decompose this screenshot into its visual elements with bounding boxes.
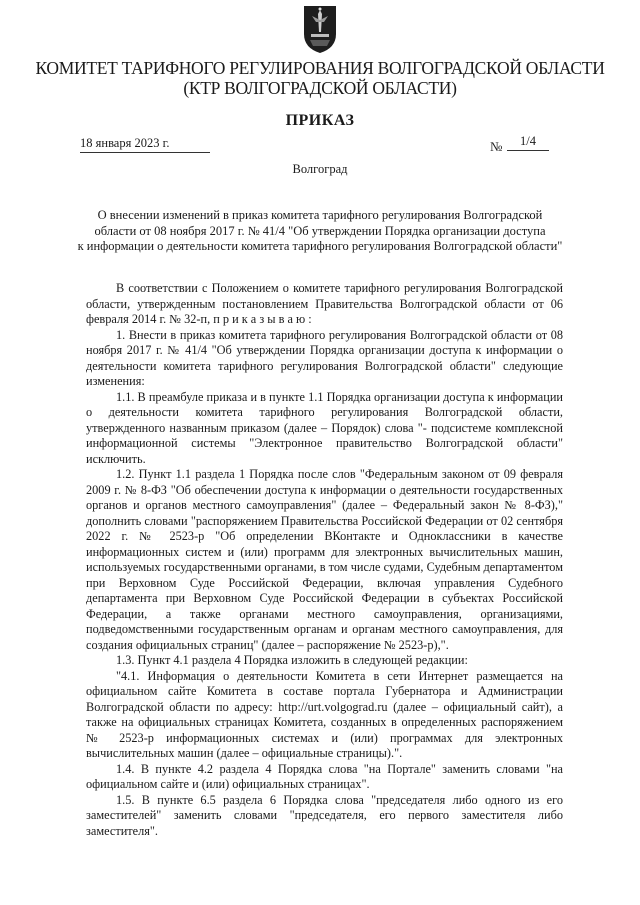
document-type-title: ПРИКАЗ — [285, 112, 355, 129]
clause-1-2: 1.2. Пункт 1.1 раздела 1 Порядка после слов "Федеральным законом от 09 февраля 2009 г. № 8-ФЗ "Об обеспечении доступа к информации о деятельности государственных органов и органов местного самоуправления" (далее – Федеральный закон № 8-ФЗ)," дополнить словами "распоряжением Правительства Российской Федерации от 02 сентября 2022 г. № 2523-р "Об определении ВКонтакте и Одноклассники в качестве информационных систем и (или) программ для электронных вычислительных машин, используемых государственными органами, в том числе судами, Судебным департаментом при Верховном Суде Российской Федерации, включая управления Судебного департамента при Верховном Суде Российской Федерации в субъектах Российской Федерации, а также органами местного самоуправления, организациями, подведомственными государственным органам и органам местного самоуправления, для создания официальных страниц" (далее – распоряжение № 2523-р),". — [86, 467, 563, 652]
number-sign: № — [490, 139, 503, 154]
volgograd-emblem-icon — [300, 4, 340, 54]
organization-name: КОМИТЕТ ТАРИФНОГО РЕГУЛИРОВАНИЯ ВОЛГОГРАДСКОЙ ОБЛАСТИ — [35, 58, 605, 78]
clause-1-5: 1.5. В пункте 6.5 раздела 6 Порядка слова "председателя либо одного из его заместителей" заменить словами "председателя, его первого заместителя либо заместителя". — [86, 792, 563, 838]
subject-line: к информации о деятельности комитета тарифного регулирования Волгоградской области" — [77, 239, 563, 253]
organization-abbreviation: (КТР ВОЛГОГРАДСКОЙ ОБЛАСТИ) — [183, 78, 457, 98]
subject-line: О внесении изменений в приказ комитета тарифного регулирования Волгоградской — [97, 208, 543, 222]
preamble-paragraph: В соответствии с Положением о комитете тарифного регулирования Волгоградской области, утвержденным постановлением Правительства Волгоградской области от 06 февраля 2014 г. № 32-п, п р и к а з ы в а ю : — [86, 281, 563, 326]
subject-line: области от 08 ноября 2017 г. № 41/4 "Об утверждении Порядка организации доступа — [94, 223, 546, 238]
clause-1-1: 1.1. В преамбуле приказа и в пункте 1.1 Порядка организации доступа к информации о деятельности комитета тарифного регулирования Волгоградской области, утвержденного названным приказом (далее – Порядок) слова "- подсистеме комплексной информационной системы "Электронное правительство Волгоградской области" исключить. — [86, 389, 563, 466]
clause-4-1-text: "4.1. Информация о деятельности Комитета в сети Интернет размещается на официальном сайте Комитета в составе портала Губернатора и Администрации Волгоградской области по адресу: http://urt.volgograd.ru (далее – официальный сайт), а также на официальных страницах Комитета, созданных в определенных распоряжением № 2523-р информационных системах и (или) программах для электронных вычислительных машин (далее – официальные страницы).". — [86, 668, 563, 760]
document-date: 18 января 2023 г. — [80, 136, 210, 153]
document-subject — [70, 208, 570, 255]
clause-1-3: 1.3. Пункт 4.1 раздела 4 Порядка изложить в следующей редакции: — [116, 653, 468, 667]
clause-1-4: 1.4. В пункте 4.2 раздела 4 Порядка слова "на Портале" заменить словами "на официальном сайте и (или) официальных страницах". — [86, 761, 563, 791]
document-number: 1/4 — [507, 134, 549, 151]
clause-1: 1. Внести в приказ комитета тарифного регулирования Волгоградской области от 08 ноября 2017 г. № 41/4 "Об утверждении Порядка организации доступа к информации о деятельности комитета тарифного регулирования Волгоградской области" следующие изменения: — [86, 327, 563, 388]
document-body — [86, 281, 563, 839]
city-name: Волгоград — [292, 162, 348, 176]
